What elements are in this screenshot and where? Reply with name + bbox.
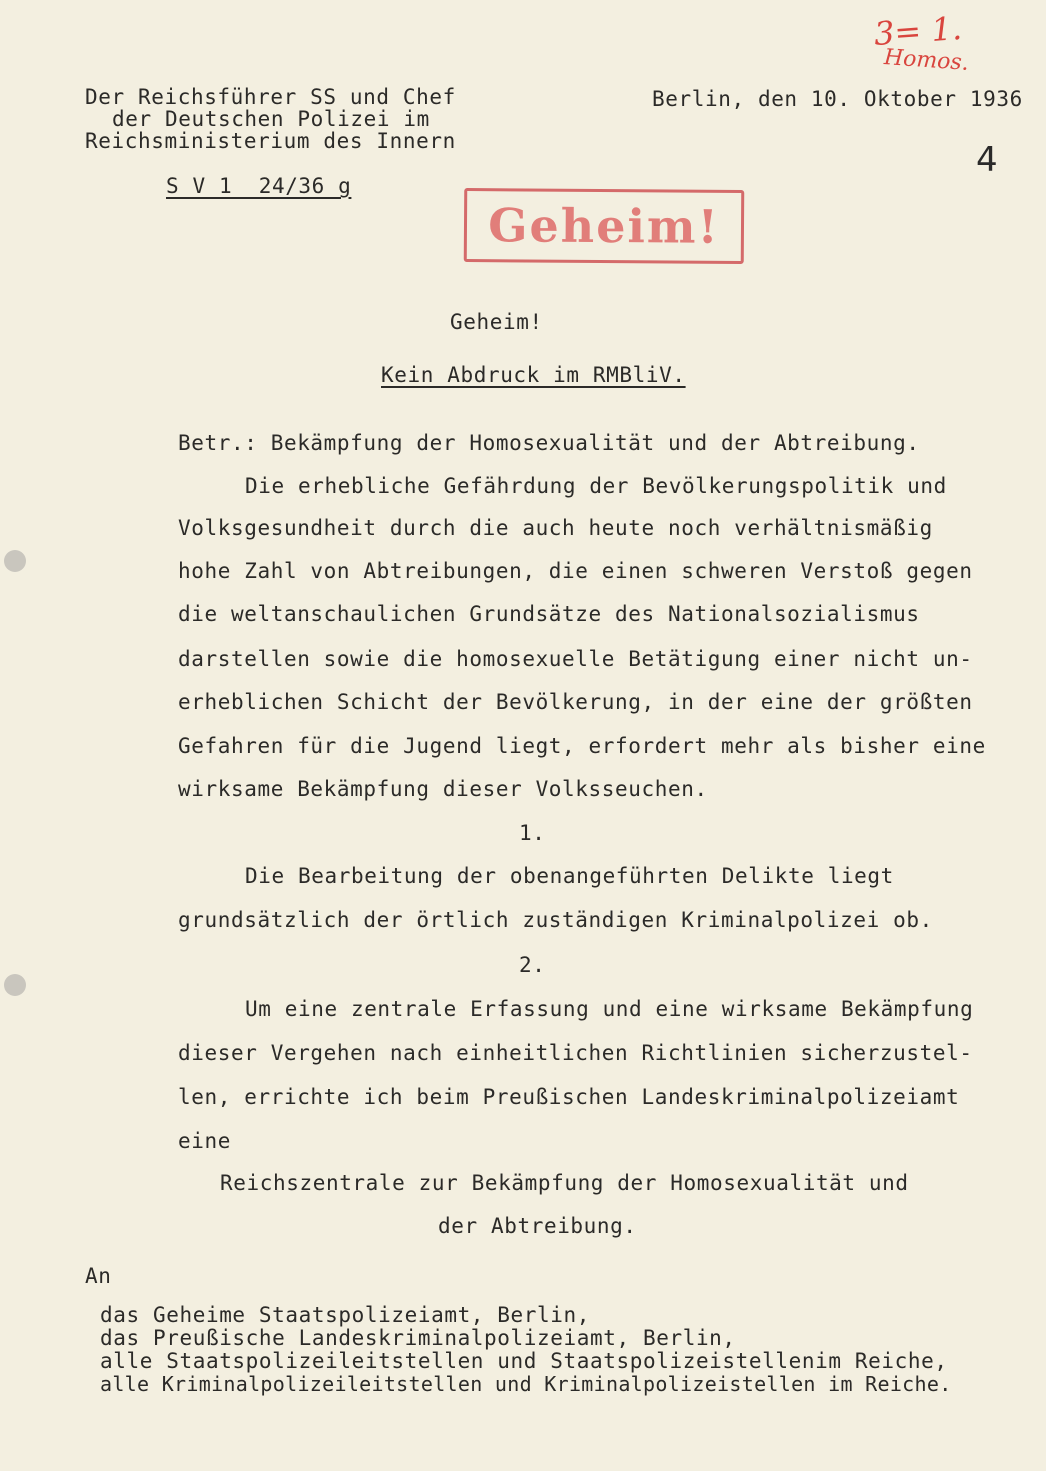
body-line: Die erhebliche Gefährdung der Bevölkerungspolitik und <box>245 474 947 498</box>
body-line: Volksgesundheit durch die auch heute noch verhältnismäßig <box>178 516 933 540</box>
recipients-heading: An <box>85 1264 112 1288</box>
handwritten-mark: 3= 1. <box>872 8 964 54</box>
section2-line: len, errichte ich beim Preußischen Landeskriminalpolizeiamt <box>178 1085 960 1109</box>
sender-line-2: der Deutschen Polizei im <box>112 107 430 131</box>
punch-hole-upper <box>4 550 26 572</box>
section2-line: Um eine zentrale Erfassung und eine wirksame Bekämpfung <box>245 997 974 1021</box>
section2-line: dieser Vergehen nach einheitlichen Richtlinien sicherzustel- <box>178 1041 973 1065</box>
section-number-1: 1. <box>519 821 546 845</box>
section2-line: eine <box>178 1129 231 1153</box>
classification-heading: Geheim! <box>450 310 543 334</box>
no-print-note: Kein Abdruck im RMBliV. <box>381 363 686 387</box>
sender-line-1: Der Reichsführer SS und Chef <box>85 85 456 109</box>
body-line: erheblichen Schicht der Bevölkerung, in der eine der größten <box>178 690 973 714</box>
body-line: wirksame Bekämpfung dieser Volksseuchen. <box>178 777 708 801</box>
handwritten-page-number: 4 <box>976 140 998 180</box>
sender-line-3: Reichsministerium des Innern <box>85 129 456 153</box>
stamp-label: Geheim! <box>488 198 720 254</box>
section2-centered-line: der Abtreibung. <box>438 1214 637 1238</box>
body-line: hohe Zahl von Abtreibungen, die einen schweren Verstoß gegen <box>178 559 973 583</box>
recipient-line: alle Staatspolizeileitstellen und Staatspolizeistellenim Reiche, <box>100 1349 948 1373</box>
body-line: die weltanschaulichen Grundsätze des Nationalsozialismus <box>178 602 920 626</box>
body-line: darstellen sowie die homosexuelle Betätigung einer nicht un- <box>178 647 973 671</box>
geheim-stamp <box>464 188 745 264</box>
section1-line: Die Bearbeitung der obenangeführten Delikte liegt <box>245 864 894 888</box>
date-line: Berlin, den 10. Oktober 1936 <box>652 87 1023 111</box>
handwritten-word: Homos. <box>883 45 970 76</box>
recipient-line: alle Kriminalpolizeileitstellen und Kriminalpolizeistellen im Reiche. <box>100 1372 952 1396</box>
recipient-line: das Geheime Staatspolizeiamt, Berlin, <box>100 1303 590 1327</box>
punch-hole-lower <box>4 974 26 996</box>
section2-centered-line: Reichszentrale zur Bekämpfung der Homosexualität und <box>220 1171 909 1195</box>
reference-number: S V 1 24/36 g <box>166 174 352 198</box>
section1-line: grundsätzlich der örtlich zuständigen Kriminalpolizei ob. <box>178 908 933 932</box>
recipient-line: das Preußische Landeskriminalpolizeiamt, Berlin, <box>100 1326 736 1350</box>
body-line: Gefahren für die Jugend liegt, erfordert mehr als bisher eine <box>178 734 986 758</box>
subject-line: Betr.: Bekämpfung der Homosexualität und der Abtreibung. <box>178 431 920 455</box>
section-number-2: 2. <box>519 953 546 977</box>
